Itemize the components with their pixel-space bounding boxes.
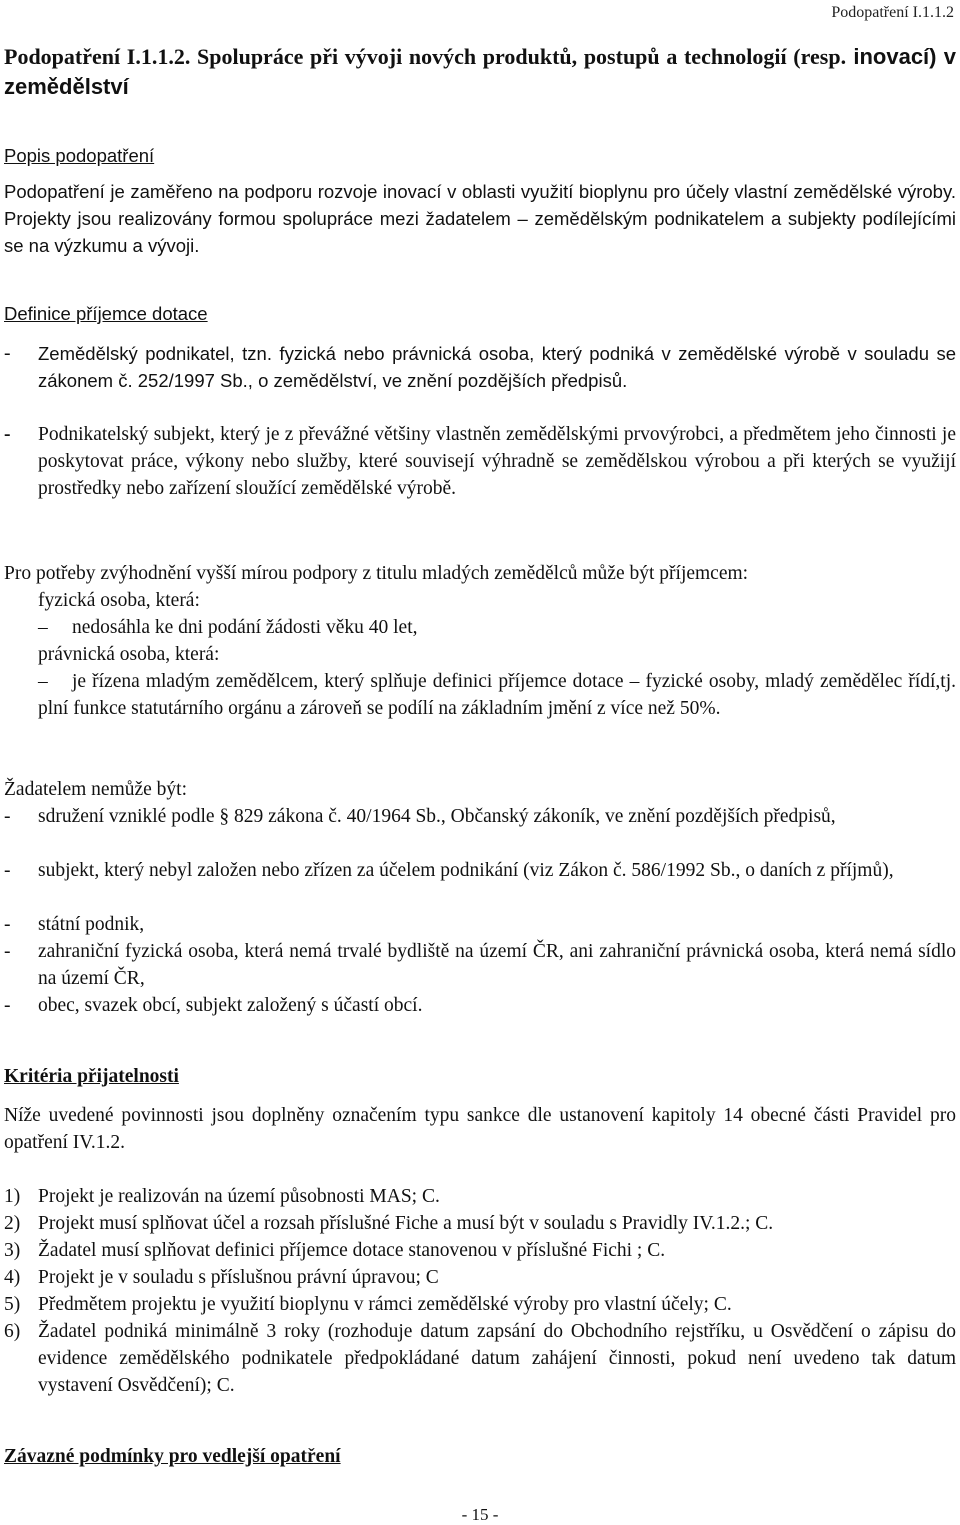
item-number: 5) <box>4 1294 21 1315</box>
zadatel-heading: Žadatelem nemůže být: <box>4 779 188 800</box>
zadatel-item-1 <box>4 803 956 830</box>
section-heading-kriteria: Kritéria přijatelnosti <box>4 1066 179 1087</box>
zadatel-item-text: zahraniční fyzická osoba, která nemá trvalé bydliště na území ČR, ani zahraniční právnická osoba, která nemá sídlo na území ČR, <box>38 941 956 989</box>
page-title-part1: Podopatření I.1.1.2. Spolupráce při vývoji nových produktů, postupů a technologií (resp. <box>4 44 847 69</box>
mladi-fo-text: nedosáhla ke dni podání žádosti věku 40 let, <box>72 617 418 638</box>
kriteria-item-text: Předmětem projektu je využití bioplynu v rámci zemědělské výroby pro vlastní účely; C. <box>38 1294 732 1315</box>
list-marker: - <box>4 914 11 935</box>
zadatel-item-4 <box>4 938 956 992</box>
zadatel-item-2 <box>4 857 956 884</box>
page-number: - 15 - <box>461 1505 499 1524</box>
kriteria-intro: Níže uvedené povinnosti jsou doplněny označením typu sankce dle ustanovení kapitoly 14 obecné části Pravidel pro opatření IV.1.2. <box>4 1105 956 1153</box>
running-header: Podopatření I.1.1.2 <box>831 4 954 21</box>
list-marker: - <box>4 424 11 445</box>
kriteria-item-3 <box>4 1237 956 1264</box>
kriteria-item-text: Žadatel musí splňovat definici příjemce dotace stanovenou v příslušné Fichi ; C. <box>38 1240 666 1261</box>
dash-marker: – <box>38 671 48 692</box>
zadatel-item-text: obec, svazek obcí, subjekt založený s účastí obcí. <box>38 995 423 1016</box>
zadatel-item-text: státní podnik, <box>38 914 145 935</box>
kriteria-item-5 <box>4 1291 956 1318</box>
definice-item-2 <box>4 421 956 502</box>
list-marker: - <box>4 343 11 364</box>
item-number: 6) <box>4 1321 21 1342</box>
mladi-po-text: je řízena mladým zemědělcem, který splňuje definici příjemce dotace – fyzické osoby, mladý zemědělec řídí,tj. plní funkce statutárního orgánu a zároveň se podílí na základním jmění z více než 50%. <box>38 671 956 719</box>
section-heading-zavazne: Závazné podmínky pro vedlejší opatření <box>4 1446 341 1467</box>
mladi-po-label: právnická osoba, která: <box>38 644 220 665</box>
list-marker: - <box>4 806 11 827</box>
zadatel-item-text: subjekt, který nebyl založen nebo zřízen za účelem podnikání (viz Zákon č. 586/1992 Sb., o daních z příjmů), <box>38 860 894 881</box>
section-heading-popis: Popis podopatření <box>4 145 155 166</box>
list-marker: - <box>4 941 11 962</box>
kriteria-item-text: Žadatel podniká minimálně 3 roky (rozhoduje datum zapsání do Obchodního rejstříku, u Osvědčení o zápisu do evidence zemědělského podnikatele předpokládané datum zahájení činnosti, pokud není uvedeno tak datum vystavení Osvědčení); C. <box>38 1321 956 1396</box>
kriteria-item-text: Projekt musí splňovat účel a rozsah příslušné Fiche a musí být v souladu s Pravidly IV.1.2.; C. <box>38 1213 774 1234</box>
definice-item-1 <box>4 340 956 394</box>
mladi-intro: Pro potřeby zvýhodnění vyšší mírou podpory z titulu mladých zemědělců může být příjemcem: <box>4 563 749 584</box>
kriteria-item-2 <box>4 1210 956 1237</box>
popis-paragraph: Podopatření je zaměřeno na podporu rozvoje inovací v oblasti využití bioplynu pro účely vlastní zemědělské výroby. Projekty jsou realizovány formou spolupráce mezi žadatelem – zemědělským podnikatelem a subjekty podílejícími se na výzkumu a vývoji. <box>4 181 956 256</box>
definice-item-text: Zemědělský podnikatel, tzn. fyzická nebo právnická osoba, který podniká v zemědělské výrobě v souladu se zákonem č. 252/1997 Sb., o zemědělství, ve znění pozdějších předpisů. <box>38 343 956 391</box>
dash-marker: – <box>38 617 48 638</box>
section-heading-definice: Definice příjemce dotace <box>4 303 208 324</box>
mladi-po-item <box>38 668 956 722</box>
mladi-fo-item <box>4 614 956 641</box>
zadatel-item-text: sdružení vzniklé podle § 829 zákona č. 40/1964 Sb., Občanský zákoník, ve znění pozdějších předpisů, <box>38 806 836 827</box>
page-title <box>4 42 956 102</box>
kriteria-item-6 <box>4 1318 956 1399</box>
list-marker: - <box>4 860 11 881</box>
mladi-fo-label: fyzická osoba, která: <box>38 590 200 611</box>
list-marker: - <box>4 995 11 1016</box>
item-number: 3) <box>4 1240 21 1261</box>
kriteria-item-text: Projekt je realizován na území působnosti MAS; C. <box>38 1186 440 1207</box>
kriteria-item-1 <box>4 1183 956 1210</box>
zadatel-item-5 <box>4 992 956 1019</box>
item-number: 4) <box>4 1267 21 1288</box>
kriteria-item-text: Projekt je v souladu s příslušnou právní úpravou; C <box>38 1267 439 1288</box>
kriteria-item-4 <box>4 1264 956 1291</box>
item-number: 1) <box>4 1186 21 1207</box>
zadatel-item-3 <box>4 911 956 938</box>
page-title-part2: inovací) v zemědělství <box>4 44 956 99</box>
definice-item-text: Podnikatelský subjekt, který je z převážné většiny vlastněn zemědělskými prvovýrobci, a předmětem jeho činnosti je poskytovat práce, výkony nebo služby, které souvisejí výhradně se zemědělskou výrobou a při kterých se využijí prostředky nebo zařízení sloužící zemědělské výrobě. <box>38 424 956 499</box>
item-number: 2) <box>4 1213 21 1234</box>
